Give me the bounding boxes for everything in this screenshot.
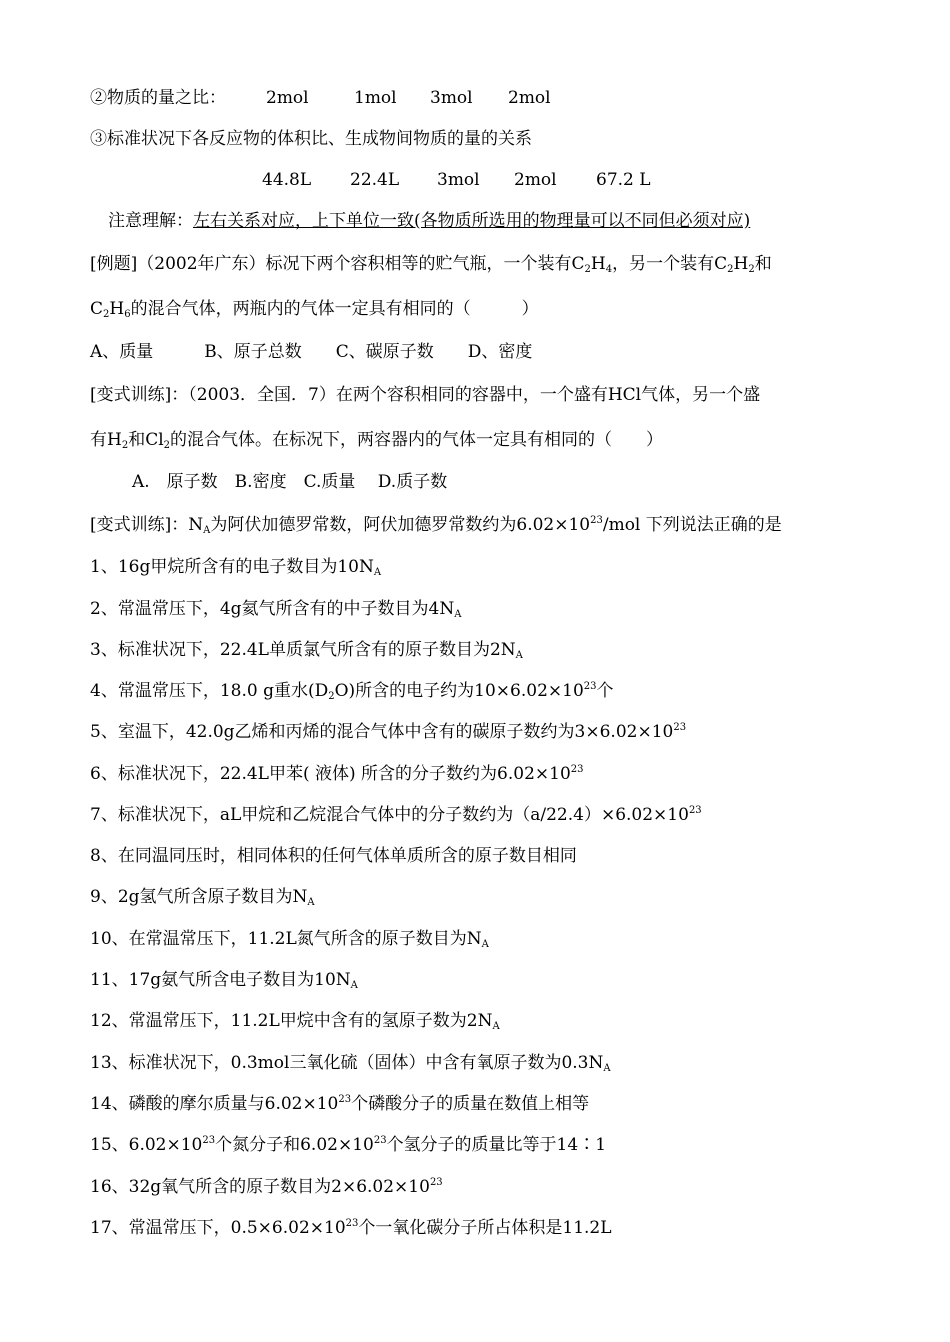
statement-item: 8、在同温同压时，相同体积的任何气体单质所含的原子数目相同 [90, 846, 577, 866]
example-question-line2: $C_2H_6$的混合气体，两瓶内的气体一定具有相同的（ ） [90, 299, 539, 320]
volume-relation-heading: ③标准状况下各反应物的体积比、生成物间物质的量的关系 [90, 129, 532, 149]
variant1-question-line2: 有$H_2$和$Cl_2$的混合气体。在标况下，两容器内的气体一定具有相同的（ ） [90, 430, 664, 451]
volume-value: 3mol [437, 170, 480, 190]
statement-item: 7、标准状况下，aL甲烷和乙烷混合气体中的分子数约为$(a/22.4)\times 6.02\times 10^{23}$ [90, 805, 702, 825]
mole-ratio-value: 2mol [266, 88, 309, 108]
statement-item: 17、常温常压下，$0.5\times 6.02\times 10^{23}$个一氧化碳分子所占体积是11.2L [90, 1218, 612, 1238]
statement-item: 9、2g氢气所含原子数目为$N_A$ [90, 887, 315, 908]
mole-ratio-label: ②物质的量之比： [90, 88, 226, 108]
mole-ratio-value: 3mol [430, 88, 473, 108]
variant2-intro: [变式训练]：$N_A$为阿伏加德罗常数，阿伏加德罗常数约为$6.02\times 10^{23}$/mol 下列说法正确的是 [90, 515, 782, 536]
variant1-options: A. 原子数 B.密度 C.质量 D.质子数 [132, 472, 448, 492]
mole-ratio-value: 2mol [508, 88, 551, 108]
statement-item: 12、常温常压下，11.2L甲烷中含有的氢原子数为$2N_A$ [90, 1011, 500, 1032]
statement-item: 4、常温常压下，18.0 g重水$(D_2O)$所含的电子约为$10\times 6.02\times 10^{23}$个 [90, 681, 614, 702]
volume-value: 67.2 L [596, 170, 651, 190]
note-label: 注意理解： [108, 211, 193, 231]
volume-value: 44.8L [262, 170, 312, 190]
statement-item: 14、磷酸的摩尔质量与$6.02\times 10^{23}$个磷酸分子的质量在数值上相等 [90, 1094, 590, 1114]
example-options: A、质量 B、原子总数 C、碳原子数 D、密度 [90, 342, 533, 362]
statement-item: 11、17g氨气所含电子数目为$10N_A$ [90, 970, 358, 991]
note-text: 左右关系对应，上下单位一致(各物质所选用的物理量可以不同但必须对应) [193, 211, 751, 231]
statement-item: 1、16g甲烷所含有的电子数目为$10N_A$ [90, 557, 382, 578]
mole-ratio-line [90, 86, 551, 110]
statement-item: 10、在常温常压下，11.2L氮气所含的原子数目为$N_A$ [90, 929, 489, 950]
statement-item: 3、标准状况下，22.4L单质氯气所含有的原子数目为$2N_A$ [90, 640, 523, 661]
variant1-question-line1: [变式训练]：（2003．全国．7）在两个容积相同的容器中，一个盛有HCl气体，另一个盛 [90, 385, 761, 405]
volume-value: 22.4L [350, 170, 400, 190]
statement-item: 5、室温下，42.0g乙烯和丙烯的混合气体中含有的碳原子数约为$3\times 6.02\times 10^{23}$ [90, 722, 687, 742]
statement-item: 2、常温常压下，4g氦气所含有的中子数目为$4N_A$ [90, 599, 462, 620]
volume-value: 2mol [514, 170, 557, 190]
mole-ratio-value: 1mol [354, 88, 397, 108]
statement-item: 6、标准状况下，22.4L甲苯( 液体) 所含的分子数约为$6.02\times 10^{23}$ [90, 764, 584, 784]
statement-item: 13、标准状况下，0.3mol三氧化硫（固体）中含有氧原子数为$0.3N_A$ [90, 1053, 611, 1074]
statement-item: 16、32g氧气所含的原子数目为$2\times 6.02\times 10^{23}$ [90, 1177, 443, 1197]
statement-item: 15、$6.02\times 10^{23}$个氮分子和$6.02\times 10^{23}$个氢分子的质量比等于14∶1 [90, 1135, 607, 1155]
example-question-line1: [例题]（2002年广东）标况下两个容积相等的贮气瓶，一个装有$C_2H_4$，另一个装有$C_2H_2$和 [90, 254, 772, 275]
note-line [108, 209, 750, 233]
